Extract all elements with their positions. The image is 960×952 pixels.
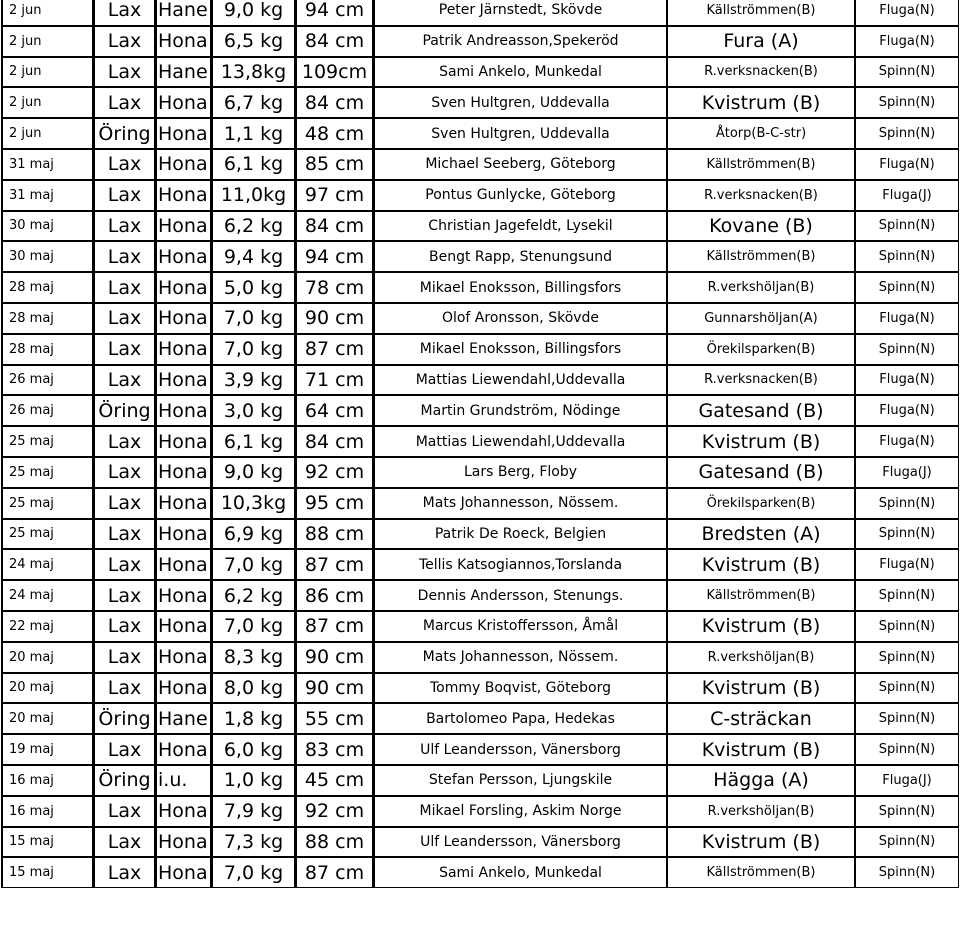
length-cell: 86 cm xyxy=(295,580,373,611)
place-cell: Kvistrum (B) xyxy=(667,87,855,118)
species-cell: Lax xyxy=(93,149,155,180)
date-cell: 25 maj xyxy=(1,519,93,550)
weight-cell: 3,9 kg xyxy=(211,365,295,396)
species-cell: Lax xyxy=(93,87,155,118)
sex-cell: Hona xyxy=(155,180,211,211)
sex-cell: Hane xyxy=(155,0,211,26)
length-cell: 84 cm xyxy=(295,211,373,242)
table-row xyxy=(1,796,959,827)
length-cell: 84 cm xyxy=(295,426,373,457)
sex-cell: Hona xyxy=(155,673,211,704)
sex-cell: Hona xyxy=(155,488,211,519)
species-cell: Lax xyxy=(93,734,155,765)
angler-cell: Mattias Liewendahl,Uddevalla xyxy=(373,426,667,457)
weight-cell: 6,2 kg xyxy=(211,580,295,611)
table-row xyxy=(1,703,959,734)
length-cell: 94 cm xyxy=(295,0,373,26)
sex-cell: Hona xyxy=(155,395,211,426)
place-cell: Källströmmen(B) xyxy=(667,857,855,888)
weight-cell: 6,1 kg xyxy=(211,149,295,180)
weight-cell: 6,2 kg xyxy=(211,211,295,242)
angler-cell: Tommy Boqvist, Göteborg xyxy=(373,673,667,704)
weight-cell: 3,0 kg xyxy=(211,395,295,426)
length-cell: 88 cm xyxy=(295,519,373,550)
method-cell: Fluga(N) xyxy=(855,549,959,580)
species-cell: Lax xyxy=(93,180,155,211)
angler-cell: Mikael Forsling, Askim Norge xyxy=(373,796,667,827)
date-cell: 15 maj xyxy=(1,827,93,858)
place-cell: Källströmmen(B) xyxy=(667,149,855,180)
length-cell: 92 cm xyxy=(295,796,373,827)
table-row xyxy=(1,734,959,765)
length-cell: 87 cm xyxy=(295,334,373,365)
place-cell: R.verksnacken(B) xyxy=(667,180,855,211)
weight-cell: 10,3kg xyxy=(211,488,295,519)
species-cell: Lax xyxy=(93,611,155,642)
weight-cell: 7,0 kg xyxy=(211,611,295,642)
weight-cell: 9,0 kg xyxy=(211,0,295,26)
method-cell: Spinn(N) xyxy=(855,241,959,272)
place-cell: Gatesand (B) xyxy=(667,395,855,426)
date-cell: 25 maj xyxy=(1,488,93,519)
angler-cell: Patrik De Roeck, Belgien xyxy=(373,519,667,550)
table-row xyxy=(1,549,959,580)
date-cell: 20 maj xyxy=(1,642,93,673)
place-cell: Kvistrum (B) xyxy=(667,827,855,858)
method-cell: Fluga(J) xyxy=(855,765,959,796)
species-cell: Öring xyxy=(93,765,155,796)
place-cell: Kvistrum (B) xyxy=(667,611,855,642)
weight-cell: 1,0 kg xyxy=(211,765,295,796)
length-cell: 90 cm xyxy=(295,673,373,704)
method-cell: Fluga(N) xyxy=(855,365,959,396)
date-cell: 30 maj xyxy=(1,241,93,272)
species-cell: Lax xyxy=(93,365,155,396)
angler-cell: Mattias Liewendahl,Uddevalla xyxy=(373,365,667,396)
method-cell: Spinn(N) xyxy=(855,272,959,303)
place-cell: Kvistrum (B) xyxy=(667,426,855,457)
method-cell: Spinn(N) xyxy=(855,673,959,704)
length-cell: 97 cm xyxy=(295,180,373,211)
angler-cell: Sami Ankelo, Munkedal xyxy=(373,857,667,888)
method-cell: Spinn(N) xyxy=(855,796,959,827)
method-cell: Fluga(J) xyxy=(855,180,959,211)
table-row xyxy=(1,118,959,149)
place-cell: R.verksnacken(B) xyxy=(667,365,855,396)
method-cell: Fluga(N) xyxy=(855,26,959,57)
species-cell: Lax xyxy=(93,426,155,457)
date-cell: 31 maj xyxy=(1,180,93,211)
place-cell: R.verkshöljan(B) xyxy=(667,642,855,673)
species-cell: Öring xyxy=(93,395,155,426)
sex-cell: Hona xyxy=(155,303,211,334)
date-cell: 20 maj xyxy=(1,673,93,704)
place-cell: Hägga (A) xyxy=(667,765,855,796)
date-cell: 2 jun xyxy=(1,118,93,149)
species-cell: Lax xyxy=(93,488,155,519)
date-cell: 2 jun xyxy=(1,0,93,26)
length-cell: 85 cm xyxy=(295,149,373,180)
species-cell: Lax xyxy=(93,549,155,580)
catch-rows xyxy=(1,0,959,888)
length-cell: 84 cm xyxy=(295,26,373,57)
date-cell: 16 maj xyxy=(1,765,93,796)
table-row xyxy=(1,365,959,396)
table-row xyxy=(1,303,959,334)
place-cell: Källströmmen(B) xyxy=(667,0,855,26)
angler-cell: Sven Hultgren, Uddevalla xyxy=(373,87,667,118)
length-cell: 90 cm xyxy=(295,642,373,673)
table-row xyxy=(1,765,959,796)
length-cell: 45 cm xyxy=(295,765,373,796)
angler-cell: Bengt Rapp, Stenungsund xyxy=(373,241,667,272)
angler-cell: Bartolomeo Papa, Hedekas xyxy=(373,703,667,734)
weight-cell: 6,9 kg xyxy=(211,519,295,550)
date-cell: 31 maj xyxy=(1,149,93,180)
date-cell: 25 maj xyxy=(1,457,93,488)
sex-cell: Hona xyxy=(155,211,211,242)
table-row xyxy=(1,57,959,88)
weight-cell: 6,0 kg xyxy=(211,734,295,765)
sex-cell: i.u. xyxy=(155,765,211,796)
place-cell: R.verkshöljan(B) xyxy=(667,272,855,303)
method-cell: Spinn(N) xyxy=(855,642,959,673)
table-row xyxy=(1,241,959,272)
place-cell: Källströmmen(B) xyxy=(667,580,855,611)
species-cell: Lax xyxy=(93,0,155,26)
weight-cell: 1,8 kg xyxy=(211,703,295,734)
angler-cell: Dennis Andersson, Stenungs. xyxy=(373,580,667,611)
place-cell: Örekilsparken(B) xyxy=(667,488,855,519)
weight-cell: 6,5 kg xyxy=(211,26,295,57)
method-cell: Spinn(N) xyxy=(855,57,959,88)
length-cell: 83 cm xyxy=(295,734,373,765)
weight-cell: 9,4 kg xyxy=(211,241,295,272)
place-cell: Bredsten (A) xyxy=(667,519,855,550)
table-row xyxy=(1,334,959,365)
weight-cell: 7,0 kg xyxy=(211,549,295,580)
species-cell: Lax xyxy=(93,457,155,488)
angler-cell: Olof Aronsson, Skövde xyxy=(373,303,667,334)
angler-cell: Martin Grundström, Nödinge xyxy=(373,395,667,426)
table-row xyxy=(1,519,959,550)
species-cell: Lax xyxy=(93,26,155,57)
angler-cell: Ulf Leandersson, Vänersborg xyxy=(373,734,667,765)
table-row xyxy=(1,211,959,242)
length-cell: 94 cm xyxy=(295,241,373,272)
date-cell: 2 jun xyxy=(1,57,93,88)
date-cell: 24 maj xyxy=(1,580,93,611)
weight-cell: 7,3 kg xyxy=(211,827,295,858)
method-cell: Fluga(J) xyxy=(855,457,959,488)
length-cell: 87 cm xyxy=(295,611,373,642)
length-cell: 84 cm xyxy=(295,87,373,118)
sex-cell: Hona xyxy=(155,365,211,396)
length-cell: 55 cm xyxy=(295,703,373,734)
length-cell: 87 cm xyxy=(295,549,373,580)
sex-cell: Hona xyxy=(155,549,211,580)
date-cell: 2 jun xyxy=(1,87,93,118)
method-cell: Fluga(N) xyxy=(855,0,959,26)
table-row xyxy=(1,272,959,303)
weight-cell: 6,1 kg xyxy=(211,426,295,457)
weight-cell: 7,0 kg xyxy=(211,303,295,334)
length-cell: 92 cm xyxy=(295,457,373,488)
sex-cell: Hane xyxy=(155,57,211,88)
angler-cell: Mats Johannesson, Nössem. xyxy=(373,488,667,519)
angler-cell: Mikael Enoksson, Billingsfors xyxy=(373,334,667,365)
place-cell: Örekilsparken(B) xyxy=(667,334,855,365)
date-cell: 19 maj xyxy=(1,734,93,765)
species-cell: Lax xyxy=(93,796,155,827)
date-cell: 30 maj xyxy=(1,211,93,242)
weight-cell: 13,8kg xyxy=(211,57,295,88)
length-cell: 87 cm xyxy=(295,857,373,888)
method-cell: Spinn(N) xyxy=(855,334,959,365)
table-row xyxy=(1,149,959,180)
sex-cell: Hona xyxy=(155,642,211,673)
angler-cell: Lars Berg, Floby xyxy=(373,457,667,488)
table-row xyxy=(1,0,959,26)
length-cell: 64 cm xyxy=(295,395,373,426)
date-cell: 28 maj xyxy=(1,334,93,365)
species-cell: Lax xyxy=(93,827,155,858)
weight-cell: 11,0kg xyxy=(211,180,295,211)
angler-cell: Marcus Kristoffersson, Åmål xyxy=(373,611,667,642)
sex-cell: Hona xyxy=(155,426,211,457)
place-cell: R.verksnacken(B) xyxy=(667,57,855,88)
date-cell: 22 maj xyxy=(1,611,93,642)
weight-cell: 7,9 kg xyxy=(211,796,295,827)
place-cell: Fura (A) xyxy=(667,26,855,57)
length-cell: 71 cm xyxy=(295,365,373,396)
weight-cell: 5,0 kg xyxy=(211,272,295,303)
method-cell: Spinn(N) xyxy=(855,488,959,519)
sex-cell: Hona xyxy=(155,241,211,272)
date-cell: 25 maj xyxy=(1,426,93,457)
weight-cell: 6,7 kg xyxy=(211,87,295,118)
method-cell: Fluga(N) xyxy=(855,426,959,457)
table-row xyxy=(1,395,959,426)
date-cell: 28 maj xyxy=(1,303,93,334)
table-row xyxy=(1,827,959,858)
species-cell: Lax xyxy=(93,580,155,611)
species-cell: Lax xyxy=(93,642,155,673)
place-cell: Åtorp(B-C-str) xyxy=(667,118,855,149)
place-cell: Gatesand (B) xyxy=(667,457,855,488)
sex-cell: Hona xyxy=(155,734,211,765)
place-cell: Kvistrum (B) xyxy=(667,673,855,704)
angler-cell: Mats Johannesson, Nössem. xyxy=(373,642,667,673)
date-cell: 15 maj xyxy=(1,857,93,888)
sex-cell: Hona xyxy=(155,457,211,488)
date-cell: 2 jun xyxy=(1,26,93,57)
date-cell: 28 maj xyxy=(1,272,93,303)
sex-cell: Hona xyxy=(155,334,211,365)
length-cell: 88 cm xyxy=(295,827,373,858)
method-cell: Spinn(N) xyxy=(855,857,959,888)
date-cell: 24 maj xyxy=(1,549,93,580)
place-cell: Kvistrum (B) xyxy=(667,549,855,580)
table-row xyxy=(1,457,959,488)
table-row xyxy=(1,857,959,888)
weight-cell: 7,0 kg xyxy=(211,857,295,888)
catch-report-table xyxy=(1,0,959,888)
species-cell: Lax xyxy=(93,857,155,888)
sex-cell: Hona xyxy=(155,857,211,888)
angler-cell: Stefan Persson, Ljungskile xyxy=(373,765,667,796)
sex-cell: Hona xyxy=(155,827,211,858)
place-cell: Kovane (B) xyxy=(667,211,855,242)
species-cell: Lax xyxy=(93,57,155,88)
sex-cell: Hona xyxy=(155,272,211,303)
table-row xyxy=(1,673,959,704)
date-cell: 26 maj xyxy=(1,395,93,426)
place-cell: Kvistrum (B) xyxy=(667,734,855,765)
table-row xyxy=(1,611,959,642)
sex-cell: Hona xyxy=(155,26,211,57)
angler-cell: Ulf Leandersson, Vänersborg xyxy=(373,827,667,858)
method-cell: Fluga(N) xyxy=(855,395,959,426)
method-cell: Fluga(N) xyxy=(855,149,959,180)
length-cell: 109cm xyxy=(295,57,373,88)
angler-cell: Patrik Andreasson,Spekeröd xyxy=(373,26,667,57)
table-row xyxy=(1,642,959,673)
length-cell: 95 cm xyxy=(295,488,373,519)
angler-cell: Sami Ankelo, Munkedal xyxy=(373,57,667,88)
sex-cell: Hona xyxy=(155,611,211,642)
method-cell: Spinn(N) xyxy=(855,580,959,611)
species-cell: Lax xyxy=(93,303,155,334)
species-cell: Lax xyxy=(93,334,155,365)
table-row xyxy=(1,180,959,211)
place-cell: Källströmmen(B) xyxy=(667,241,855,272)
angler-cell: Michael Seeberg, Göteborg xyxy=(373,149,667,180)
weight-cell: 8,0 kg xyxy=(211,673,295,704)
sex-cell: Hona xyxy=(155,149,211,180)
sex-cell: Hona xyxy=(155,519,211,550)
method-cell: Spinn(N) xyxy=(855,827,959,858)
species-cell: Lax xyxy=(93,673,155,704)
angler-cell: Peter Järnstedt, Skövde xyxy=(373,0,667,26)
length-cell: 48 cm xyxy=(295,118,373,149)
angler-cell: Sven Hultgren, Uddevalla xyxy=(373,118,667,149)
sex-cell: Hona xyxy=(155,796,211,827)
weight-cell: 1,1 kg xyxy=(211,118,295,149)
angler-cell: Pontus Gunlycke, Göteborg xyxy=(373,180,667,211)
method-cell: Spinn(N) xyxy=(855,118,959,149)
sex-cell: Hona xyxy=(155,580,211,611)
place-cell: C-sträckan xyxy=(667,703,855,734)
date-cell: 16 maj xyxy=(1,796,93,827)
table-row xyxy=(1,26,959,57)
place-cell: R.verkshöljan(B) xyxy=(667,796,855,827)
angler-cell: Mikael Enoksson, Billingsfors xyxy=(373,272,667,303)
method-cell: Spinn(N) xyxy=(855,611,959,642)
angler-cell: Christian Jagefeldt, Lysekil xyxy=(373,211,667,242)
table-row xyxy=(1,580,959,611)
sex-cell: Hane xyxy=(155,703,211,734)
weight-cell: 7,0 kg xyxy=(211,334,295,365)
table-row xyxy=(1,488,959,519)
weight-cell: 8,3 kg xyxy=(211,642,295,673)
date-cell: 20 maj xyxy=(1,703,93,734)
sex-cell: Hona xyxy=(155,118,211,149)
table-row xyxy=(1,87,959,118)
angler-cell: Tellis Katsogiannos,Torslanda xyxy=(373,549,667,580)
method-cell: Spinn(N) xyxy=(855,87,959,118)
place-cell: Gunnarshöljan(A) xyxy=(667,303,855,334)
species-cell: Lax xyxy=(93,241,155,272)
date-cell: 26 maj xyxy=(1,365,93,396)
method-cell: Spinn(N) xyxy=(855,734,959,765)
method-cell: Spinn(N) xyxy=(855,211,959,242)
length-cell: 78 cm xyxy=(295,272,373,303)
species-cell: Öring xyxy=(93,703,155,734)
species-cell: Lax xyxy=(93,519,155,550)
species-cell: Lax xyxy=(93,211,155,242)
table-row xyxy=(1,426,959,457)
weight-cell: 9,0 kg xyxy=(211,457,295,488)
method-cell: Fluga(N) xyxy=(855,303,959,334)
species-cell: Öring xyxy=(93,118,155,149)
method-cell: Spinn(N) xyxy=(855,519,959,550)
method-cell: Spinn(N) xyxy=(855,703,959,734)
species-cell: Lax xyxy=(93,272,155,303)
length-cell: 90 cm xyxy=(295,303,373,334)
sex-cell: Hona xyxy=(155,87,211,118)
